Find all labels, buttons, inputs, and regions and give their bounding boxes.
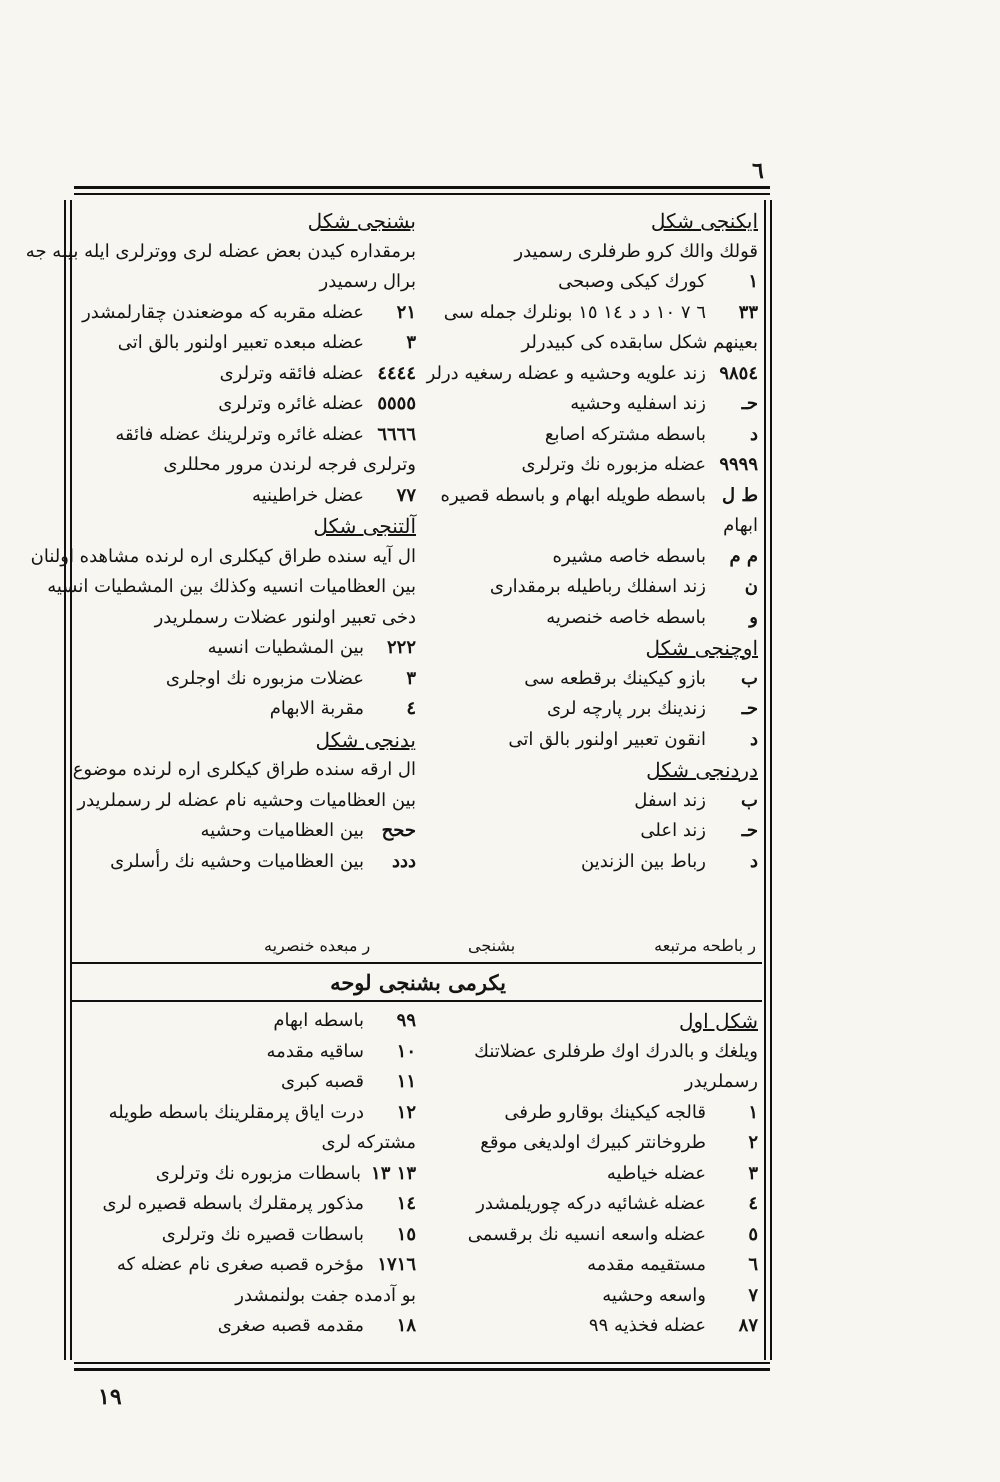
section-divider-top — [72, 962, 762, 964]
figure-heading-text: آلتنجی شکل — [313, 514, 416, 538]
legend-line — [420, 1159, 758, 1190]
legend-line — [30, 542, 416, 573]
legend-text: ٦ ٧ ١٠ د د ١٤ ١٥ بونلرك جمله سی — [443, 301, 706, 323]
legend-key: حـ — [741, 393, 758, 414]
legend-key: ٧ — [748, 1284, 758, 1306]
legend-line — [420, 450, 758, 481]
legend-line — [78, 267, 416, 298]
legend-line — [78, 420, 416, 451]
page-number-top: ٦ — [752, 158, 764, 184]
legend-text: ویلغك و بالدرك اوك طرفلری عضلاتنك — [474, 1040, 758, 1062]
legend-text: ساقیه مقدمه — [266, 1040, 364, 1062]
legend-key: و — [749, 606, 758, 628]
legend-key: د — [749, 850, 758, 872]
bottom-right-column — [420, 1006, 758, 1342]
legend-key: ١٣ ١٣ — [371, 1162, 416, 1184]
legend-line — [78, 389, 416, 420]
footnote-left: ر مبعده خنصریه — [264, 936, 371, 955]
legend-key: ١٠ — [396, 1040, 416, 1062]
legend-key: ب — [741, 667, 758, 689]
legend-text: عضله غائره وترلری — [218, 393, 364, 414]
figure-heading-text: اوچنجی شکل — [645, 636, 758, 660]
legend-text: انقون تعبیر اولنور بالق اتی — [508, 728, 706, 750]
legend-key: ٩٩ — [396, 1010, 416, 1031]
legend-text: ال ارقه سنده طراق كیكلری اره لرنده موضوع — [72, 759, 416, 780]
legend-text: عضله خیاطیه — [606, 1162, 706, 1184]
legend-key: ٦ — [748, 1254, 758, 1275]
legend-line — [78, 450, 416, 481]
legend-line — [78, 1128, 416, 1159]
right-border — [770, 200, 772, 1360]
legend-text: درت ایاق پرمقلرینك باسطه طویله — [108, 1101, 364, 1123]
figure-heading — [78, 206, 416, 237]
figure-heading — [420, 755, 758, 786]
legend-line — [420, 481, 758, 512]
legend-line — [420, 1311, 758, 1342]
legend-text: عضله غشائیه درکه چوریلمشدر — [476, 1193, 706, 1214]
legend-text: بین المشطیات انسیه — [207, 637, 364, 658]
legend-text: قصبه كبری — [280, 1071, 364, 1092]
footnote-right: ر باطحه مرتبعه — [654, 936, 756, 955]
legend-key: ١٧١٦ — [377, 1254, 416, 1275]
plate-title: یکرمی بشنجی لوحه — [330, 970, 506, 995]
legend-text: قولك والك كرو طرفلری رسمیدر — [514, 240, 758, 262]
legend-line — [78, 1281, 416, 1312]
legend-text: كورك كیكی وصبحی — [558, 271, 706, 292]
legend-line — [78, 1006, 416, 1037]
bottom-double-rule — [74, 1368, 770, 1371]
legend-text: برمقداره کیدن بعض عضله لری ووترلری ایله بیله جه — [25, 240, 416, 262]
legend-text: عضله فائقه وترلری — [219, 362, 364, 384]
legend-line — [78, 359, 416, 390]
legend-key: حـ — [741, 820, 758, 841]
legend-line — [420, 420, 758, 451]
legend-line — [78, 1067, 416, 1098]
figure-heading — [420, 1006, 758, 1037]
figure-heading-text: یدنجی شکل — [315, 727, 416, 752]
legend-text: برال رسمیدر — [319, 271, 416, 292]
legend-key: ٢١ — [396, 301, 416, 323]
legend-key: ط ل — [722, 484, 758, 506]
figure-heading-text: شکل اول — [678, 1009, 758, 1033]
legend-key: د — [749, 728, 758, 750]
legend-key: ١ — [748, 1101, 758, 1123]
legend-key: ٧٧ — [396, 484, 416, 506]
legend-text: زند اسفلیه وحشیه — [570, 393, 706, 414]
legend-line — [420, 511, 758, 542]
figure-heading — [78, 511, 416, 542]
legend-line — [78, 481, 416, 512]
legend-key: حـ — [741, 698, 758, 719]
legend-key: ٣٣ — [738, 301, 758, 323]
legend-key: ٣ — [406, 667, 416, 689]
top-double-rule-inner — [74, 193, 770, 195]
bottom-double-rule-inner — [74, 1362, 770, 1364]
legend-text: مذکور پرمقلرك باسطه قصیره لری — [102, 1193, 364, 1214]
legend-text: عضلات مزبوره نك اوجلری — [165, 667, 364, 689]
legend-text: رباط بین الزندین — [580, 850, 706, 872]
legend-text: بین العظامیات وحشیه نك رأسلری — [110, 850, 364, 872]
legend-key: ٤ — [406, 698, 416, 719]
legend-text: عضله مزبوره نك وترلری — [521, 454, 706, 475]
legend-text: مشترکه لری — [321, 1132, 416, 1153]
figure-heading-text: دردنجی شکل — [646, 758, 758, 782]
legend-key: ددد — [391, 850, 416, 872]
legend-text: باسطه خاصه مشیره — [552, 545, 706, 567]
legend-line — [78, 1037, 416, 1068]
legend-key: ٤ — [748, 1193, 758, 1214]
legend-line — [78, 847, 416, 878]
legend-text: واسعه وحشیه — [602, 1284, 706, 1306]
legend-text: بازو كیكینك برقطعه سی — [524, 667, 706, 689]
legend-line — [78, 298, 416, 329]
legend-line — [25, 237, 416, 268]
left-border-inner — [70, 200, 72, 1360]
legend-text: بین العظامیات وحشیه — [200, 820, 364, 841]
top-left-column — [25, 206, 416, 877]
legend-line — [78, 1220, 416, 1251]
legend-text: باسطه مشترکه اصابع — [544, 423, 706, 445]
legend-key: ٣ — [748, 1162, 758, 1184]
legend-text: عضله فخذیه ٩٩ — [588, 1315, 706, 1336]
legend-text: بو آدمده جفت بولنمشدر — [235, 1284, 416, 1306]
page-number-bottom: ١٩ — [98, 1384, 122, 1410]
figure-heading-text: بشنجی شکل — [307, 209, 416, 233]
legend-text: عضله مبعده تعبیر اولنور بالق اتی — [117, 332, 364, 353]
legend-line — [47, 572, 416, 603]
legend-line — [420, 847, 758, 878]
legend-text: بین العظامیات وحشیه نام عضله لر رسملریدر — [77, 789, 416, 811]
legend-text: زند اعلی — [640, 820, 706, 841]
legend-line — [420, 603, 758, 634]
legend-line — [420, 328, 758, 359]
legend-line — [420, 572, 758, 603]
legend-text: زندینك برر پارچه لری — [546, 698, 706, 719]
left-border — [64, 200, 66, 1360]
legend-line — [420, 1281, 758, 1312]
legend-text: ال آیه سنده طراق كیكلری اره لرنده مشاهده اولنان — [30, 545, 416, 567]
section-divider-bottom — [72, 1000, 762, 1002]
legend-line — [78, 664, 416, 695]
legend-text: باسطه طویله ابهام و باسطه قصیره — [440, 484, 706, 506]
legend-key: ٥ — [748, 1223, 758, 1245]
legend-text: رسملریدر — [684, 1071, 758, 1092]
legend-line — [78, 816, 416, 847]
legend-line — [78, 603, 416, 634]
figure-heading-text: ایکنجی شکل — [650, 209, 758, 233]
figure-heading — [78, 725, 416, 756]
legend-line — [420, 1250, 758, 1281]
legend-text: باسطه خاصه خنصریه — [546, 606, 706, 628]
legend-text: ابهام — [723, 515, 758, 536]
top-right-column — [420, 206, 758, 877]
legend-line — [78, 1311, 416, 1342]
legend-line — [420, 542, 758, 573]
legend-line — [420, 694, 758, 725]
legend-line — [420, 725, 758, 756]
legend-text: دخی تعبیر اولنور عضلات رسملریدر — [154, 606, 416, 628]
legend-text: زند علویه وحشیه و عضله رسغیه درلر — [426, 362, 706, 384]
legend-text: طروخانتر كبیرك اولدیغی موقع — [480, 1132, 706, 1153]
legend-text: عضله مقربه که موضعندن چقارلمشدر — [82, 301, 364, 323]
legend-key: ١٢ — [396, 1101, 416, 1123]
legend-line — [78, 633, 416, 664]
legend-key: ١ — [748, 271, 758, 292]
legend-line — [78, 1098, 416, 1129]
legend-key: ١٨ — [396, 1315, 416, 1336]
legend-text: مؤخره قصبه صغری نام عضله که — [116, 1254, 364, 1275]
legend-key: ٩٩٩٩ — [719, 454, 758, 475]
legend-key: د — [749, 423, 758, 445]
footnote-middle: بشنجی — [468, 936, 516, 955]
legend-line — [420, 298, 758, 329]
legend-key: ٤٤٤٤ — [377, 362, 416, 384]
legend-line — [420, 267, 758, 298]
legend-key: ٨٧ — [738, 1315, 758, 1336]
legend-key: ١٤ — [396, 1193, 416, 1214]
bottom-left-column — [78, 1006, 416, 1342]
legend-line — [420, 1098, 758, 1129]
legend-text: بعینهم شکل سابقده کی کبیدرلر — [521, 332, 758, 353]
top-double-rule — [74, 186, 770, 189]
legend-text: قالجه كیكینك بوقارو طرفی — [504, 1101, 706, 1123]
legend-line — [420, 237, 758, 268]
legend-text: عضله واسعه انسیه نك برقسمی — [467, 1223, 706, 1245]
legend-text: وترلری فرجه لرندن مرور محللری — [163, 454, 416, 475]
legend-key: ٢ — [748, 1132, 758, 1153]
legend-key: ١١ — [396, 1071, 416, 1092]
legend-text: مقربة الابهام — [269, 698, 364, 719]
legend-text: عضله غائره وترلرینك عضله فائقه — [115, 423, 364, 445]
legend-line — [420, 1128, 758, 1159]
legend-line — [78, 328, 416, 359]
legend-line — [78, 786, 416, 817]
legend-text: باسطات قصیره نك وترلری — [161, 1223, 364, 1245]
legend-key: ب — [741, 789, 758, 811]
figure-heading — [420, 633, 758, 664]
legend-text: بین العظامیات انسیه وكذلك بین المشطیات انسیه — [47, 576, 416, 597]
legend-line — [72, 755, 416, 786]
legend-key: ٥٥٥٥ — [377, 393, 416, 414]
top-plate-section — [25, 206, 758, 966]
legend-key: ٣ — [406, 332, 416, 353]
legend-line — [420, 786, 758, 817]
legend-text: مستقیمه مقدمه — [587, 1254, 706, 1275]
legend-key: م م — [729, 545, 758, 567]
legend-line — [420, 389, 758, 420]
legend-key: ٢٢٢ — [386, 637, 416, 658]
legend-line — [420, 1220, 758, 1251]
legend-line — [78, 1250, 416, 1281]
legend-line — [420, 1067, 758, 1098]
legend-line — [420, 816, 758, 847]
legend-key: ٦٦٦٦ — [377, 423, 416, 445]
legend-text: باسطه ابهام — [273, 1010, 364, 1031]
legend-key: ٩٨٥٤ — [719, 362, 758, 384]
legend-line — [420, 359, 758, 390]
bottom-plate-section — [78, 1006, 758, 1358]
right-border-inner — [764, 200, 766, 1360]
legend-line — [78, 1189, 416, 1220]
figure-heading — [420, 206, 758, 237]
legend-key: ن — [744, 576, 758, 597]
legend-key: ححح — [381, 820, 416, 841]
legend-line — [420, 1189, 758, 1220]
legend-line — [420, 664, 758, 695]
legend-line — [420, 1037, 758, 1068]
legend-text: باسطات مزبوره نك وترلری — [155, 1162, 362, 1184]
legend-text: زند اسفلك رباطیله برمقداری — [489, 576, 706, 597]
legend-text: زند اسفل — [634, 789, 706, 811]
legend-line — [78, 1159, 416, 1190]
legend-key: ١٥ — [396, 1223, 416, 1245]
legend-text: عضل خراطینیه — [251, 484, 364, 506]
legend-text: مقدمه قصبه صغری — [217, 1315, 364, 1336]
legend-line — [78, 694, 416, 725]
